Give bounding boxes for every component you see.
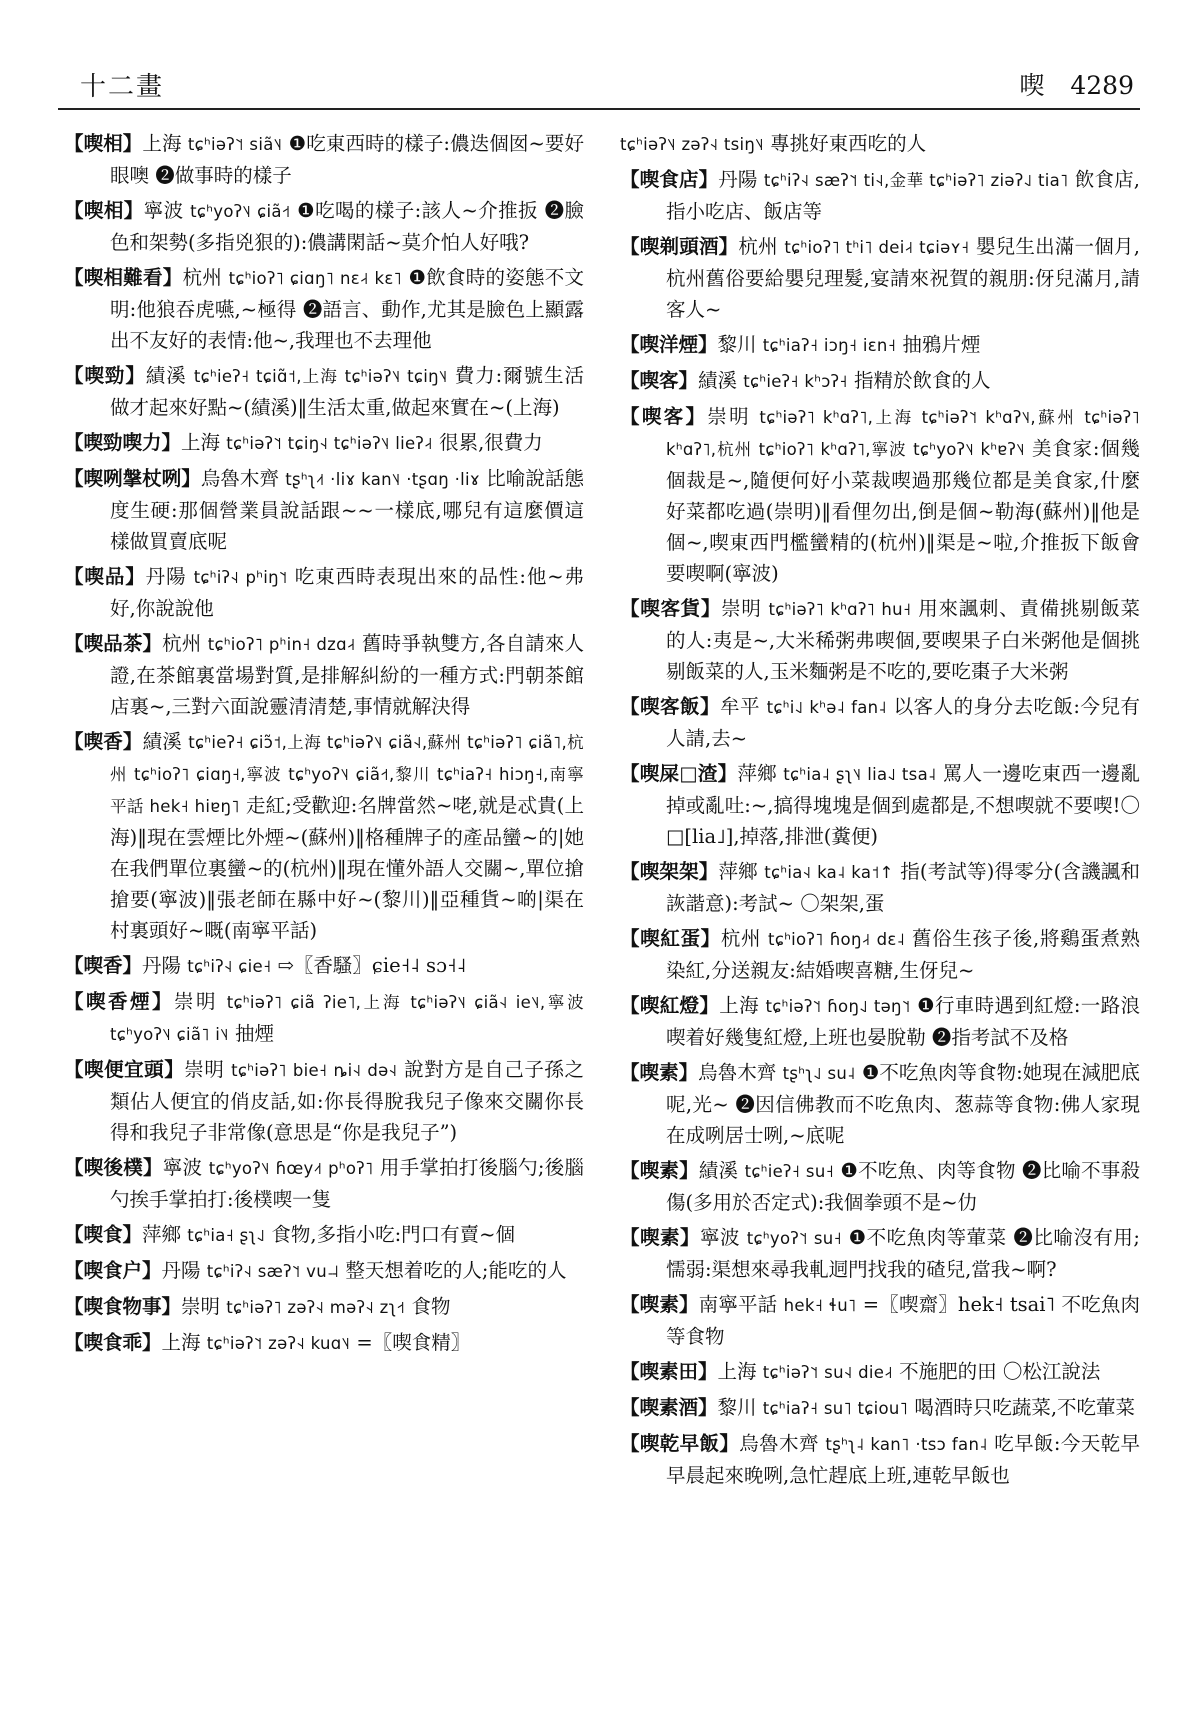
- dictionary-entry: [64, 427, 584, 459]
- headword: 【喫客貨】: [620, 597, 722, 620]
- dictionary-entry: [64, 463, 584, 557]
- dictionary-entry: [620, 856, 1140, 919]
- dialect-place: 牟平: [719, 695, 760, 718]
- dictionary-entry: [620, 401, 1140, 589]
- headword: 【喫相】: [64, 199, 144, 222]
- dialect-place: 杭州: [182, 266, 223, 289]
- dictionary-entry: [620, 1222, 1140, 1285]
- dialect-place: 萍鄉: [737, 762, 777, 785]
- pronunciation: tɕʰia˧ ʂʅ˨˩: [187, 1226, 266, 1245]
- headword: 【喫素】: [620, 1226, 701, 1249]
- dictionary-entry: [620, 1392, 1140, 1424]
- definition: 以客人的身分去吃飯:今兒有人請,去~: [666, 695, 1140, 750]
- headword: 【喫客】: [620, 405, 708, 428]
- dialect-place: 萍鄉: [142, 1223, 182, 1246]
- headword: 【喫素田】: [620, 1360, 718, 1383]
- pronunciation: tɕʰia˨ ʂʅ˥˨ lia˨˩ tsa˨: [783, 765, 937, 784]
- dialect-place: 杭州: [738, 235, 778, 258]
- dictionary-entry: [620, 593, 1140, 687]
- pronunciation: tɕʰiəʔ˥˦ ɦoŋ˨˩ təŋ˥˦: [765, 997, 911, 1016]
- dialect-place: 烏魯木齊: [200, 467, 280, 490]
- dialect-place: 績溪: [698, 369, 738, 392]
- definition: 比喻說話態度生硬:那個營業員說話跟~~一樣底,哪兒有這麼價這樣做買賣底呢: [110, 467, 584, 553]
- headword: 【喫架架】: [620, 860, 719, 883]
- dialect-place: 烏魯木齊: [698, 1061, 777, 1084]
- headword: 【喫品茶】: [64, 632, 163, 655]
- dialect-place: 崇明: [174, 990, 219, 1013]
- pronunciation: tɕʰioʔ˥ ɦoŋ˨˧ dɛ˨: [768, 930, 906, 949]
- dictionary-entry: [64, 986, 584, 1050]
- page-number: 4289: [1070, 71, 1134, 100]
- pronunciation: tɕʰiəʔ˥ kʰɑʔ˥ hu˧: [768, 600, 912, 619]
- dictionary-entry: [64, 1219, 584, 1251]
- definition: 抽鴉片煙: [902, 333, 981, 356]
- pronunciation: tɕʰiəʔ˥˦ su˧˨ die˨˧: [762, 1363, 893, 1382]
- dictionary-entry: [620, 1155, 1140, 1218]
- dictionary-entry: [64, 262, 584, 356]
- pronunciation: tɕʰiəʔ˥˨ zəʔ˧˨ tsiŋ˥˨: [620, 135, 764, 154]
- definition: 專挑好東西吃的人: [770, 132, 927, 155]
- headword: 【喫食物事】: [64, 1295, 182, 1318]
- pronunciation: tɕʰieʔ˧ tɕiɑ̃˦,上海 tɕʰiəʔ˥˨ tɕiŋ˥˨: [193, 367, 448, 386]
- dialect-place: 上海: [181, 431, 221, 454]
- pronunciation: tʂʰʅ˨ kan˥ ·tsɔ fan˨: [825, 1435, 988, 1454]
- dictionary-entry: [620, 164, 1140, 227]
- dialect-place: 黎川: [717, 1396, 757, 1419]
- headword: 【喫紅燈】: [620, 994, 720, 1017]
- dialect-place: 杭州: [162, 632, 202, 655]
- headword: 【喫品】: [64, 565, 146, 588]
- pronunciation: tɕʰyoʔ˥˨ ɦœy˨˦ pʰoʔ˥: [208, 1159, 374, 1178]
- headword: 【喫後樸】: [64, 1156, 163, 1179]
- dictionary-entry: [64, 561, 584, 624]
- definition: 嬰兒生出滿一個月,杭州舊俗要給嬰兒理髮,宴請來祝賀的親朋:伢兒滿月,請客人~: [666, 235, 1140, 321]
- dictionary-entry: [620, 1057, 1140, 1151]
- definition: 走紅;受歡迎:名牌當然~咾,就是忒貴(上海)‖現在雲煙比外煙~(蘇州)‖格種牌子的產品蠻~的|她在我們單位裏蠻~的(杭州)‖現在懂外語人交關~,單位搶搶要(寧波)‖張老師在縣中好~(黎川)‖亞種貨~啲|渠在村裏頭好~嘅(南寧平話): [110, 794, 584, 942]
- definition: 飲食店,指小吃店、飯店等: [666, 168, 1140, 223]
- pronunciation: tɕʰiʔ˧˨ sæʔ˥˦ ti˧˨,金華 tɕʰiəʔ˥ ziəʔ˨˩ tia˥: [763, 171, 1069, 190]
- pronunciation: tɕʰiʔ˧˨ pʰiŋ˥˦: [193, 568, 288, 587]
- definition: 整天想着吃的人;能吃的人: [345, 1259, 567, 1282]
- definition: 吃早飯:今天乾早早晨起來晚咧,急忙趕底上班,連乾早飯也: [666, 1432, 1140, 1487]
- pronunciation: tɕʰioʔ˥ ɕiɑŋ˥ nɛ˨˧ kɛ˥: [228, 269, 402, 288]
- right-column: [620, 128, 1140, 1708]
- definition: 食物: [411, 1295, 451, 1318]
- dictionary-entry: [620, 231, 1140, 325]
- pronunciation: tɕʰiʔ˧˨ sæʔ˥˦ vu˨˨: [206, 1262, 340, 1281]
- dictionary-entry: [620, 329, 1140, 361]
- headword: 【喫香】: [64, 730, 143, 753]
- headword: 【喫紅蛋】: [620, 927, 721, 950]
- definition: ❶不吃魚肉等葷菜 ❷比喻沒有用;懦弱:渠想來尋我軋迵門找我的碴兒,當我~啊?: [666, 1226, 1140, 1281]
- pronunciation: tɕʰiəʔ˥ kʰɑʔ˥,上海 tɕʰiəʔ˥˦ kʰɑʔ˥˨,蘇州 tɕʰiəʔ˥ kʰɑʔ˥,杭州 tɕʰioʔ˥ kʰɑʔ˥,寧波 tɕʰyoʔ˥˨ kʰɐʔ˥˨: [666, 408, 1140, 459]
- dialect-place: 績溪: [142, 730, 182, 753]
- pronunciation: tɕʰia˧˨ ka˨ ka˦↑: [764, 863, 894, 882]
- headword: 【喫香煙】: [64, 990, 175, 1013]
- dialect-place: 杭州: [720, 927, 762, 950]
- pronunciation: tɕʰiaʔ˧ iɔŋ˧ iɛn˧: [762, 336, 897, 355]
- section-title: 十二畫: [80, 72, 165, 102]
- headword: 【喫食乖】: [64, 1331, 162, 1354]
- definition: =〖喫食精〗: [356, 1331, 471, 1354]
- definition: ⇨〖香騷〗ɕie˧˨ sɔ˧˨: [277, 954, 467, 977]
- definition: ❶吃東西時的樣子:儂迭個囡~要好眼噢 ❷做事時的樣子: [110, 132, 584, 187]
- pronunciation: tɕʰioʔ˥ tʰi˥ dei˨˧ tɕiəʏ˧: [784, 238, 970, 257]
- dialect-place: 寧波: [143, 199, 184, 222]
- dictionary-entry: [620, 990, 1140, 1053]
- dictionary-entry: [64, 726, 584, 946]
- definition: 用手掌拍打後腦勺;後腦勺挨手掌拍打:後樸喫一隻: [110, 1156, 584, 1211]
- pronunciation: tɕʰiʔ˧˨ ɕie˧: [187, 957, 272, 976]
- pronunciation: tɕʰiəʔ˥ zəʔ˧˨ məʔ˧˨ zʅ˧˦: [226, 1298, 406, 1317]
- dictionary-entry: [64, 1327, 584, 1359]
- headword: 【喫客飯】: [620, 695, 720, 718]
- dialect-place: 上海: [717, 1360, 757, 1383]
- dialect-place: 崇明: [181, 1295, 221, 1318]
- pronunciation: tɕʰyoʔ˥˨ ɕiã˧˦: [190, 202, 291, 221]
- definition: ❶不吃魚、肉等食物 ❷比喻不事殺傷(多用於否定式):我個拳頭不是~仂: [666, 1159, 1140, 1214]
- dictionary-entry: [64, 128, 584, 191]
- dictionary-entry: [620, 691, 1140, 754]
- definition: ❶不吃魚肉等食物:她現在減肥底呢,光~ ❷因信佛教而不吃魚肉、葱蒜等食物:佛人家現在成咧居士咧,~底呢: [666, 1061, 1140, 1147]
- pronunciation: tɕʰyoʔ˥˦ su˧: [746, 1229, 842, 1248]
- dictionary-entry: [620, 365, 1140, 397]
- headword: 【喫洋煙】: [620, 333, 718, 356]
- definition: 食物,多指小吃:門口有賣~個: [271, 1223, 515, 1246]
- dialect-place: 崇明: [721, 597, 762, 620]
- dialect-place: 績溪: [145, 364, 187, 387]
- headword: 【喫素】: [620, 1159, 699, 1182]
- definition: 舊時爭執雙方,各自請來人證,在茶館裏當場對質,是排解糾紛的一種方式:門朝茶館店裏~,三對六面說靈清清楚,事情就解決得: [110, 632, 584, 718]
- dialect-place: 南寧平話: [698, 1293, 778, 1316]
- pronunciation: tɕʰiəʔ˥˦ tɕiŋ˧˨ tɕʰiəʔ˥˨ lieʔ˨˧: [226, 434, 433, 453]
- definition: 指(考試等)得零分(含譏諷和詼諧意):考試~ 〇架架,蛋: [666, 860, 1140, 915]
- definition: 美食家:個幾個裁是~,隨便何好小菜裁喫過那幾位都是美食家,什麼好菜都吃過(崇明)‖看俚勿出,倒是個~勒海(蘇州)‖他是個~,喫東西門檻蠻精的(杭州)‖渠是~啦,介推扳下飯會要喫啊(寧波): [666, 437, 1140, 585]
- definition: ❶吃喝的樣子:該人~介推扳 ❷臉色和架勢(多指兇狠的):儂講閑話~莫介怕人好哦?: [110, 199, 584, 254]
- definition: 罵人一邊吃東西一邊亂掉或亂吐:~,搞得塊塊是個到處都是,不想喫就不要喫!〇□[lia˩],掉落,排泄(糞便): [666, 762, 1140, 848]
- dictionary-entry: [620, 923, 1140, 986]
- dictionary-entry: [64, 195, 584, 258]
- pronunciation: tɕʰiəʔ˥˦ siã˥˨: [187, 135, 283, 154]
- pronunciation: tɕʰieʔ˧ su˧: [744, 1162, 835, 1181]
- dictionary-entry: [620, 128, 1140, 160]
- dictionary-columns: [64, 128, 1140, 1708]
- definition: 費力:爾號生活做才起來好點~(績溪)‖生活太重,做起來實在~(上海): [110, 364, 584, 419]
- pronunciation: tɕʰieʔ˧ kʰɔʔ˧: [743, 372, 848, 391]
- pronunciation: tʂʰʅ˨˩ su˨: [782, 1064, 856, 1083]
- dialect-place: 丹陽: [161, 1259, 201, 1282]
- left-column: [64, 128, 584, 1708]
- dictionary-entry: [620, 1356, 1140, 1388]
- definition: 說對方是自己子孫之類佔人便宜的俏皮話,如:你長得脫我兒子像來交關你長得和我兒子非常像(意思是“你是我兒子”): [110, 1058, 584, 1144]
- pronunciation: hek˧ ɬu˥: [783, 1296, 857, 1315]
- dictionary-entry: [620, 1428, 1140, 1491]
- definition: 喝酒時只吃蔬菜,不吃葷菜: [914, 1396, 1136, 1419]
- headword: 【喫相難看】: [64, 266, 183, 289]
- dictionary-entry: [620, 758, 1140, 852]
- definition: 用來諷刺、責備挑剔飯菜的人:夷是~,大米稀粥弗喫個,要喫果子白米粥他是個挑剔飯菜的人,玉米麵粥是不吃的,要吃棗子大米粥: [666, 597, 1140, 683]
- pronunciation: tɕʰioʔ˥ pʰin˧ dzɑ˨˧: [207, 635, 356, 654]
- dialect-place: 丹陽: [718, 168, 758, 191]
- headword: 【喫相】: [64, 132, 143, 155]
- dictionary-entry: [64, 1152, 584, 1215]
- dictionary-entry: [64, 950, 584, 982]
- dictionary-entry: [620, 1289, 1140, 1352]
- pronunciation: tɕʰiaʔ˧ su˥ tɕiou˥: [762, 1399, 909, 1418]
- headword: 【喫勁】: [64, 364, 146, 387]
- pronunciation: tɕʰiəʔ˥˦ zəʔ˧˨ kuɑ˥˨: [206, 1334, 351, 1353]
- headword: 【喫咧搫杖咧】: [64, 467, 201, 490]
- headword: 【喫食店】: [620, 168, 719, 191]
- definition: 吃東西時表現出來的品性:他~弗好,你說說他: [110, 565, 584, 620]
- headword: 【喫便宜頭】: [64, 1058, 185, 1081]
- headword: 【喫素酒】: [620, 1396, 718, 1419]
- page-index: [1019, 66, 1134, 102]
- definition: 抽煙: [235, 1022, 275, 1045]
- headword: 【喫剃頭酒】: [620, 235, 739, 258]
- dialect-place: 上海: [161, 1331, 201, 1354]
- dialect-place: 丹陽: [142, 954, 182, 977]
- dialect-place: 烏魯木齊: [739, 1432, 819, 1455]
- headword: 【喫食】: [64, 1223, 143, 1246]
- index-character: 喫: [1019, 71, 1045, 100]
- dictionary-entry: [64, 1054, 584, 1148]
- dialect-place: 丹陽: [145, 565, 187, 588]
- dialect-place: 寧波: [162, 1156, 203, 1179]
- dialect-place: 上海: [719, 994, 759, 1017]
- definition: ❶飲食時的姿態不文明:他狼吞虎嚥,~極得 ❷語言、動作,尤其是臉色上顯露出不友好的表情:他~,我理也不去理他: [110, 266, 584, 352]
- headword: 【喫素】: [620, 1061, 699, 1084]
- definition: ❶行車時遇到紅燈:一路浪喫着好幾隻紅燈,上班也晏脫勒 ❷指考試不及格: [666, 994, 1140, 1049]
- headword: 【喫勁喫力】: [64, 431, 182, 454]
- dictionary-entry: [64, 1291, 584, 1323]
- pronunciation: tɕʰi˨˩ kʰə˨ fan˨: [766, 698, 887, 717]
- page-header: [58, 58, 1140, 110]
- dictionary-entry: [64, 628, 584, 722]
- pronunciation: tɕʰieʔ˧ ɕiɔ̃˦,上海 tɕʰiəʔ˥˨ ɕiã˧˨,蘇州 tɕʰiəʔ˥ ɕiã˥,杭州 tɕʰioʔ˥ ɕiɑŋ˧,寧波 tɕʰyoʔ˥˨ ɕiã˧˦,黎川 tɕʰiaʔ˧ hiɔŋ˧,南寧平話 hek˧ hiɐŋ˥: [110, 733, 584, 816]
- pronunciation: tɕʰiəʔ˥ ɕiã ʔie˥,上海 tɕʰiəʔ˥˨ ɕiã˧˨ ie˥˨,寧波 tɕʰyoʔ˥˨ ɕiã˥ i˥˨: [110, 993, 584, 1044]
- dialect-place: 萍鄉: [718, 860, 758, 883]
- pronunciation: tʂʰʅ˨˦ ·liɤ kan˥˨ ·tʂɑŋ ·liɤ: [285, 470, 481, 489]
- dialect-place: 上海: [142, 132, 182, 155]
- dialect-place: 績溪: [698, 1159, 739, 1182]
- definition: 不施肥的田 〇松江說法: [899, 1360, 1101, 1383]
- definition: 指精於飲食的人: [853, 369, 991, 392]
- definition: =〖喫齋〗hek˧ tsai˥ 不吃魚肉等食物: [666, 1293, 1140, 1348]
- headword: 【喫素】: [620, 1293, 699, 1316]
- dialect-place: 黎川: [717, 333, 757, 356]
- headword: 【喫乾早飯】: [620, 1432, 740, 1455]
- headword: 【喫屎□渣】: [620, 762, 738, 785]
- definition: 很累,很費力: [439, 431, 543, 454]
- pronunciation: tɕʰiəʔ˥ bie˧ ȵi˧˨ də˧˨: [231, 1061, 398, 1080]
- headword: 【喫食户】: [64, 1259, 162, 1282]
- dialect-place: 崇明: [707, 405, 751, 428]
- dialect-place: 寧波: [700, 1226, 741, 1249]
- headword: 【喫客】: [620, 369, 699, 392]
- definition: 舊俗生孩子後,將鷄蛋煮熟染紅,分送親友:結婚喫喜糖,生伢兒~: [666, 927, 1140, 982]
- headword: 【喫香】: [64, 954, 143, 977]
- dictionary-entry: [64, 360, 584, 423]
- dialect-place: 崇明: [184, 1058, 225, 1081]
- dictionary-entry: [64, 1255, 584, 1287]
